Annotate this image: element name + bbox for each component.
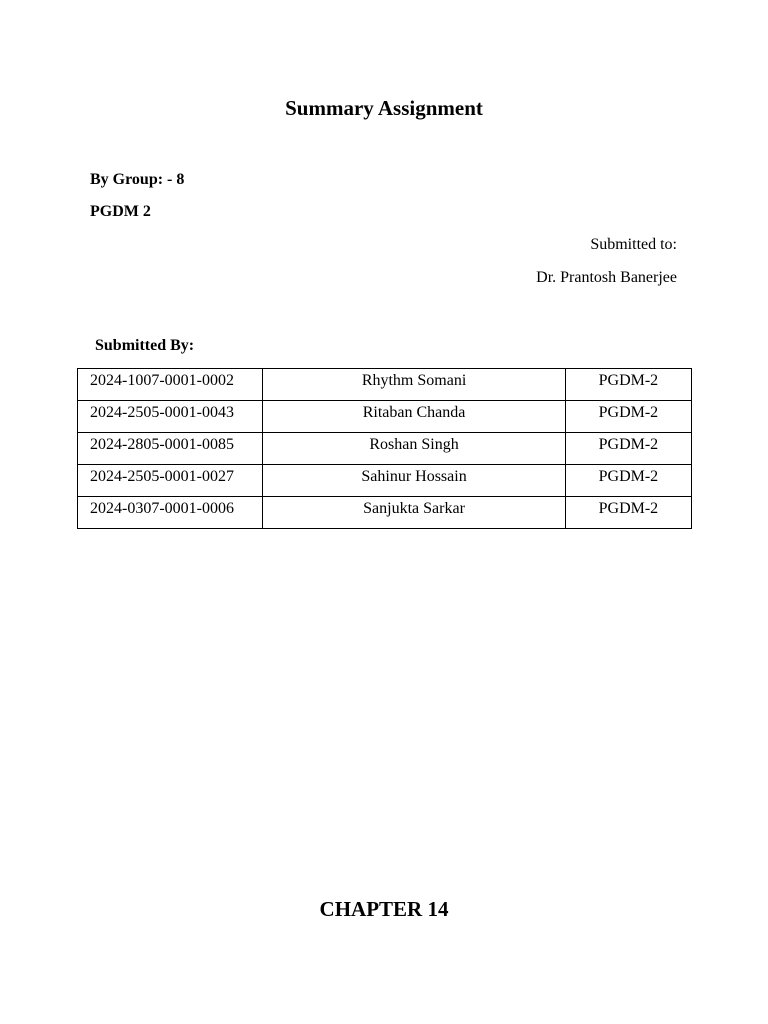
member-program-cell: PGDM-2 bbox=[565, 401, 691, 433]
table-row bbox=[78, 369, 692, 401]
member-program-cell: PGDM-2 bbox=[565, 465, 691, 497]
table-row bbox=[78, 497, 692, 529]
member-id-cell: 2024-2505-0001-0027 bbox=[78, 465, 263, 497]
program-line: PGDM 2 bbox=[90, 203, 151, 220]
chapter-heading: CHAPTER 14 bbox=[319, 897, 449, 921]
member-name-cell: Roshan Singh bbox=[263, 433, 565, 465]
submitted-to-name: Dr. Prantosh Banerjee bbox=[536, 269, 677, 286]
member-name-cell: Sanjukta Sarkar bbox=[263, 497, 565, 529]
submitted-to-label: Submitted to: bbox=[590, 236, 677, 253]
members-table bbox=[77, 368, 692, 529]
member-program-cell: PGDM-2 bbox=[565, 369, 691, 401]
member-program-cell: PGDM-2 bbox=[565, 433, 691, 465]
member-name-cell: Ritaban Chanda bbox=[263, 401, 565, 433]
member-name-cell: Sahinur Hossain bbox=[263, 465, 565, 497]
document-title: Summary Assignment bbox=[285, 96, 483, 120]
table-row bbox=[78, 465, 692, 497]
submitted-by-label: Submitted By: bbox=[95, 337, 195, 354]
member-name-cell: Rhythm Somani bbox=[263, 369, 565, 401]
table-row bbox=[78, 433, 692, 465]
member-id-cell: 2024-2805-0001-0085 bbox=[78, 433, 263, 465]
member-id-cell: 2024-0307-0001-0006 bbox=[78, 497, 263, 529]
member-program-cell: PGDM-2 bbox=[565, 497, 691, 529]
member-id-cell: 2024-2505-0001-0043 bbox=[78, 401, 263, 433]
table-row bbox=[78, 401, 692, 433]
member-id-cell: 2024-1007-0001-0002 bbox=[78, 369, 263, 401]
group-line: By Group: - 8 bbox=[90, 171, 185, 188]
